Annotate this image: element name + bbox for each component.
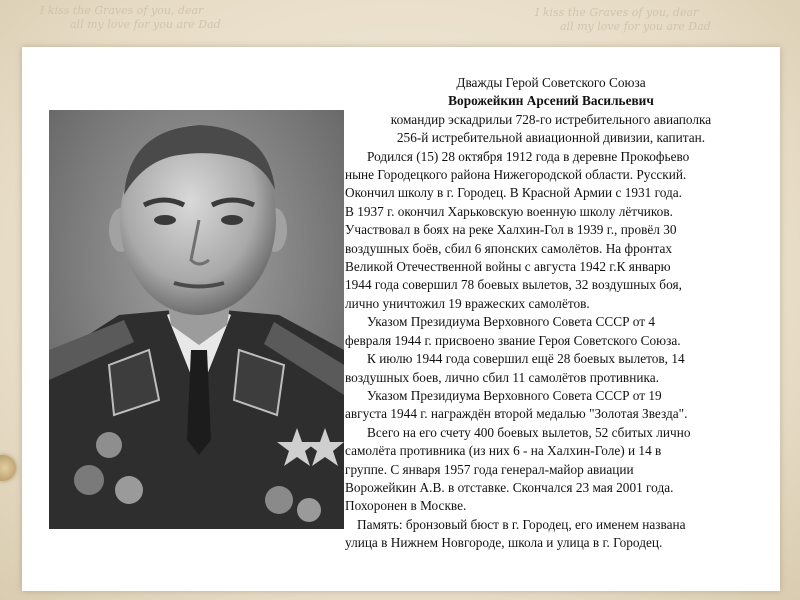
biography-text [345, 74, 757, 553]
text-line: В 1937 г. окончил Харьковскую военную школу лётчиков. [345, 203, 673, 219]
background-script-line: all my love for you are Dad [70, 18, 221, 31]
text-line: К июлю 1944 года совершил ещё 28 боевых вылетов, 14 [367, 351, 685, 367]
background-script-line: I kiss the Graves of you, dear [535, 6, 699, 19]
text-line: 256-й истребительной авиационной дивизии, капитан. [396, 130, 706, 146]
text-line: Всего на его счету 400 боевых вылетов, 52 сбитых лично [367, 424, 691, 440]
text-line: Указом Президиума Верховного Совета СССР от 19 [367, 387, 662, 403]
text-line: Ворожейкин А.В. в отставке. Скончался 23 мая 2001 года. [345, 479, 674, 495]
text-line: ныне Городецкого района Нижегородской области. Русский. [345, 167, 687, 183]
text-line: Память: бронзовый бюст в г. Городец, его именем названа [357, 516, 686, 532]
text-line: Указом Президиума Верховного Совета СССР от 4 [367, 314, 656, 330]
text-line: Родился (15) 28 октября 1912 года в деревне Прокофьево [367, 148, 690, 164]
text-line: воздушных боёв, сбил 6 японских самолётов. На фронтах [345, 240, 673, 256]
heading-title: Дважды Герой Советского Союза [456, 75, 646, 90]
text-line: августа 1944 г. награждён второй медалью "Золотая Звезда". [345, 406, 688, 422]
background-script-line: all my love for you are Dad [560, 20, 711, 33]
text-line: лично уничтожил 19 вражеских самолётов. [345, 295, 590, 311]
portrait-photo [49, 110, 344, 529]
text-line: группе. С января 1957 года генерал-майор авиации [345, 461, 634, 477]
text-line: Участвовал в боях на реке Халхин-Гол в 1939 г., провёл 30 [345, 222, 677, 238]
text-line: самолёта противника (из них 6 - на Халхин-Голе) и 14 в [345, 443, 662, 459]
text-line: командир эскадрильи 728-го истребительного авиаполка [390, 111, 712, 127]
heading-name: Ворожейкин Арсений Васильевич [448, 93, 654, 109]
text-line: Великой Отечественной войны с августа 1942 г.К январю [345, 259, 671, 275]
text-line: улица в Нижнем Новгороде, школа и улица в г. Городец. [345, 535, 663, 551]
text-line: Похоронен в Москве. [345, 498, 467, 514]
text-line: Окончил школу в г. Городец. В Красной Армии с 1931 года. [345, 185, 682, 201]
background-script-line: I kiss the Graves of you, dear [40, 4, 204, 17]
text-line: воздушных боев, лично сбил 11 самолётов противника. [345, 369, 659, 385]
text-line: февраля 1944 г. присвоено звание Героя Советского Союза. [345, 332, 681, 348]
text-line: 1944 года совершил 78 боевых вылетов, 32 воздушных боя, [345, 277, 682, 293]
